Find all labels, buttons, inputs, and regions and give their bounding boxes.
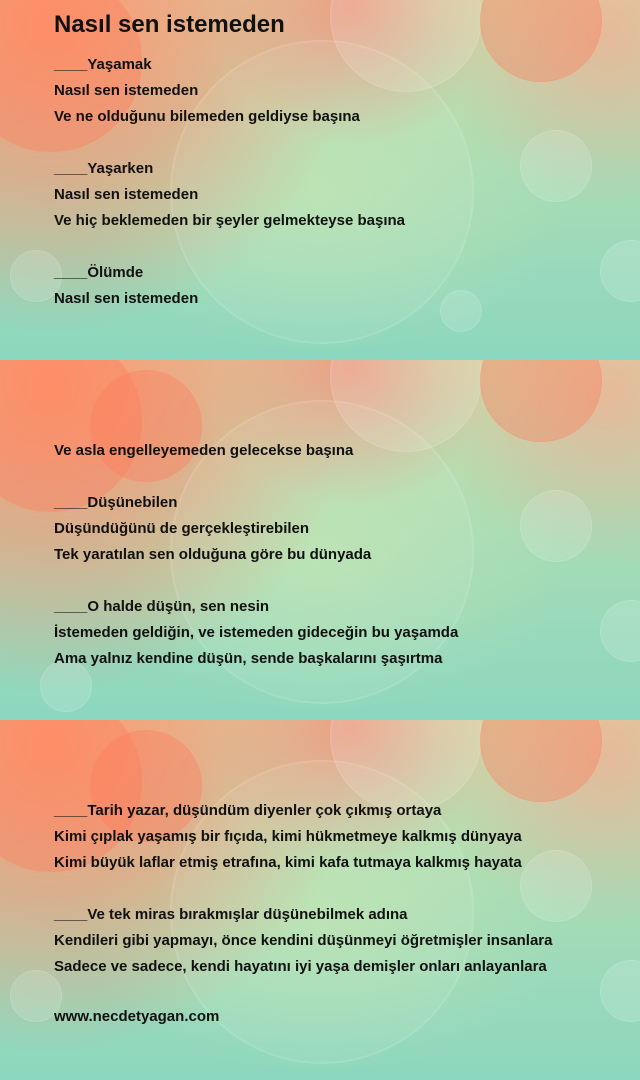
stanza-gap [54, 464, 620, 490]
poem-stanza-block [54, 772, 620, 980]
poem-line: Ama yalnız kendine düşün, sende başkalarını şaşırtma [54, 650, 443, 667]
poem-title: Nasıl sen istemeden [54, 11, 285, 38]
poem-panel-2 [0, 360, 640, 720]
stanza-gap [54, 772, 620, 798]
poem-line: Ve hiç beklemeden bir şeyler gelmekteyse başına [54, 212, 406, 229]
poem-line: Nasıl sen istemeden [54, 186, 199, 203]
poem-line: ____Ölümde [54, 264, 144, 281]
stanza-gap [54, 876, 620, 902]
website-footer: www.necdetyagan.com [54, 1008, 220, 1025]
poem-line: ____Yaşamak [54, 56, 152, 73]
poem-line: Ve ne olduğunu bilemeden geldiyse başına [54, 108, 360, 125]
poem-panel-3 [0, 720, 640, 1080]
stanza-gap [54, 568, 620, 594]
stanza-gap [54, 130, 620, 156]
poem-line: Kimi çıplak yaşamış bir fıçıda, kimi hükmetmeye kalkmış dünyaya [54, 828, 522, 845]
stanza-gap [54, 412, 620, 438]
poem-line: ____Yaşarken [54, 160, 154, 177]
poem-line: ____Düşünebilen [54, 494, 178, 511]
poem-line: Nasıl sen istemeden [54, 290, 199, 307]
poem-line: Sadece ve sadece, kendi hayatını iyi yaşa demişler onları anlayanlara [54, 958, 547, 975]
stanza-gap [54, 234, 620, 260]
poem-line: ____Ve tek miras bırakmışlar düşünebilmek adına [54, 906, 408, 923]
poem-stanza-block [54, 52, 620, 312]
poem-line: Tek yaratılan sen olduğuna göre bu dünyada [54, 546, 372, 563]
poem-panel-1 [0, 0, 640, 360]
poem-stanza-block [54, 412, 620, 672]
poem-line: Düşündüğünü de gerçekleştirebilen [54, 520, 310, 537]
poem-line: Kimi büyük laflar etmiş etrafına, kimi kafa tutmaya kalkmış hayata [54, 854, 522, 871]
poem-line: İstemeden geldiğin, ve istemeden gideceğin bu yaşamda [54, 624, 459, 641]
poem-line: ____Tarih yazar, düşündüm diyenler çok çıkmış ortaya [54, 802, 442, 819]
poem-line: ____O halde düşün, sen nesin [54, 598, 270, 615]
poem-line: Nasıl sen istemeden [54, 82, 199, 99]
poem-line: Kendileri gibi yapmayı, önce kendini düşünmeyi öğretmişler insanlara [54, 932, 553, 949]
poem-line: Ve asla engelleyemeden gelecekse başına [54, 442, 354, 459]
